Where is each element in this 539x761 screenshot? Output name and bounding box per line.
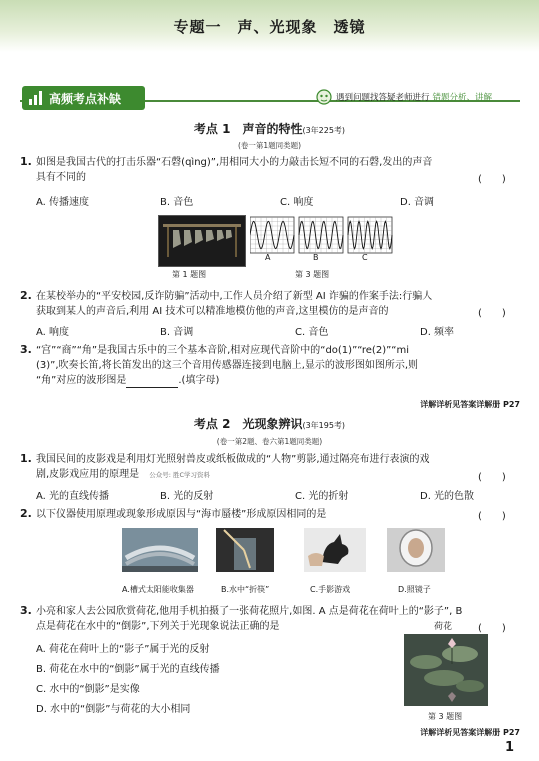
s1-q3-line2: (3)”,吹奏长笛,将长笛发出的这三个音用传感器连接到电脑上,显示的波形图如图所示,则	[36, 360, 419, 371]
s2-q3-number: 3.	[20, 604, 32, 617]
s1-q3-line3-start: “角”对应的波形图是	[36, 375, 127, 386]
section-banner	[22, 86, 145, 110]
section2-title	[0, 415, 539, 432]
s1-q3-line3-end: .(填字母)	[178, 375, 220, 386]
section1-title-text: 考点 1 声音的特性	[193, 122, 303, 136]
section1-sub: (3年225考)	[302, 126, 346, 135]
wave-label-c: C	[362, 253, 368, 262]
s2-q2-caption-b: B.水中“折筷”	[221, 585, 270, 594]
waveform-panel	[250, 217, 294, 253]
s1-q2-line2: 获取到某人的声音后,利用 AI 技术可以精准地模仿他的声音,这里模仿的是声音的	[36, 306, 389, 317]
banner-label: 高频考点补缺	[49, 91, 122, 106]
s2-q1-number: 1.	[20, 452, 32, 465]
s2-q3-figure-caption: 第 3 题图	[428, 712, 463, 721]
s1-q2-line1: 在某校举办的“平安校园,反诈防骗”活动中,工作人员介绍了新型 AI 诈骗的作案手法:行骗人	[36, 291, 433, 302]
s1-q2-option-a: A. 响度	[36, 327, 70, 338]
page-number: 1	[505, 740, 515, 755]
section2-sub: (3年195考)	[302, 421, 346, 430]
s1-q2-answer-paren: ( )	[478, 308, 506, 319]
s1-q1-figure-caption: 第 1 题图	[172, 270, 207, 279]
stone-chime-illustration	[159, 216, 245, 266]
s2-q1-option-d: D. 光的色散	[420, 491, 475, 502]
s1-q2-option-c: C. 音色	[295, 327, 329, 338]
s2-q2-number: 2.	[20, 507, 32, 520]
s1-q1-option-b: B. 音色	[160, 197, 194, 208]
section1-answer-ref: 详解详析见答案详解册 P27	[420, 400, 520, 409]
tip-highlight: 错题分析、讲解	[432, 93, 493, 103]
s2-q3-line1: 小亮和家人去公园欣赏荷花,他用手机拍摄了一张荷花照片,如图. A 点是荷花在荷叶上的“影子”, B	[36, 606, 463, 617]
mascot-icon	[315, 88, 333, 106]
s2-q2-caption-d: D.照镜子	[398, 585, 431, 594]
mirror-photo	[387, 528, 445, 572]
section2-title-text: 考点 2 光现象辨识	[193, 417, 303, 431]
hand-shadow-illustration	[304, 528, 366, 572]
s2-q1-option-a: A. 光的直线传播	[36, 491, 110, 502]
s1-q2-text	[36, 289, 516, 319]
hand-shadow-photo	[304, 528, 366, 572]
chopstick-illustration	[216, 528, 274, 572]
s2-q1-line2	[36, 467, 516, 483]
s2-q3-option-c: C. 水中的“倒影”是实像	[36, 684, 140, 695]
lotus-label: 荷花	[434, 622, 453, 632]
page-title: 专题一 声、光现象 透镜	[173, 18, 366, 36]
section1-source: (卷一第1题同类题)	[237, 141, 302, 150]
s1-q1-answer-paren: ( )	[478, 174, 506, 185]
section2-source: (卷一第2题、卷六第1题同类题)	[216, 437, 323, 446]
s2-q1-answer-paren: ( )	[478, 472, 506, 483]
section2-answer-ref: 详解详析见答案详解册 P27	[420, 728, 520, 737]
lotus-pond-photo	[404, 634, 488, 706]
watermark: 公众号: 胜C学习资料	[149, 471, 210, 479]
stone-chime-photo	[158, 215, 246, 267]
mirror-illustration	[387, 528, 445, 572]
s2-q2-text: 以下仪器使用原理或现象形成原因与“海市蜃楼”形成原因相同的是	[36, 509, 327, 520]
s1-q2-option-d: D. 频率	[420, 327, 455, 338]
waveform-panel	[299, 217, 343, 253]
s2-q1-text	[36, 452, 516, 483]
s1-q3-line3	[36, 373, 516, 388]
bar-chart-icon	[28, 91, 44, 105]
waveform-panels	[250, 215, 395, 255]
s1-q1-line2: 具有不同的	[36, 172, 86, 183]
solar-collector-photo	[122, 528, 198, 572]
s1-q1-text	[36, 155, 516, 185]
s2-q2-caption-c: C.手影游戏	[310, 585, 351, 594]
tip-prefix: 遇到问题找答疑老师进行	[336, 93, 430, 103]
wave-label-b: B	[313, 253, 319, 262]
s2-q1-line1: 我国民间的皮影戏是利用灯光照射兽皮或纸板做成的“人物”剪影,通过隔亮布进行表演的戏	[36, 454, 430, 465]
waveform-caption: 第 3 题图	[295, 270, 330, 279]
s2-q1-option-c: C. 光的折射	[295, 491, 349, 502]
s1-q2-number: 2.	[20, 289, 32, 302]
solar-collector-illustration	[122, 528, 198, 572]
s1-q1-option-c: C. 响度	[280, 197, 314, 208]
s2-q3-answer-paren: ( )	[478, 623, 506, 634]
s2-q2-answer-paren: ( )	[478, 511, 506, 522]
s2-q3-option-d: D. 水中的“倒影”与荷花的大小相同	[36, 704, 191, 715]
lotus-pond-illustration	[404, 634, 488, 706]
section1-title	[0, 120, 539, 137]
s1-q1-number: 1.	[20, 155, 32, 168]
s2-q2-caption-a: A.槽式太阳能收集器	[122, 585, 194, 594]
s1-q1-line1: 如图是我国古代的打击乐器“石磬(qìng)”,用相同大小的力敲击长短不同的石磬,发出的声音	[36, 157, 433, 168]
s1-q3-number: 3.	[20, 343, 32, 356]
s2-q3-line2: 点是荷花在水中的“倒影”,下列关于光现象说法正确的是	[36, 621, 280, 632]
s2-q1-option-b: B. 光的反射	[160, 491, 214, 502]
s2-q3-option-a: A. 荷花在荷叶上的“影子”属于光的反射	[36, 644, 210, 655]
answer-blank[interactable]	[126, 377, 178, 388]
s2-q3-option-b: B. 荷花在水中的“倒影”属于光的直线传播	[36, 664, 220, 675]
s1-q1-option-a: A. 传播速度	[36, 197, 90, 208]
s1-q1-option-d: D. 音调	[400, 197, 435, 208]
waveform-panel	[348, 217, 392, 253]
s1-q3-text	[36, 343, 516, 388]
waveform-figure	[250, 215, 395, 258]
s1-q3-line1: “宫”“商”“角”是我国古乐中的三个基本音阶,相对应现代音阶中的“do(1)”“re(2)”“mi	[36, 345, 409, 356]
chopstick-water-photo	[216, 528, 274, 572]
wave-label-a: A	[265, 253, 271, 262]
tip-text	[315, 88, 492, 106]
s2-q1-line2-text: 剧,皮影戏应用的原理是	[36, 469, 140, 480]
s1-q2-option-b: B. 音调	[160, 327, 194, 338]
